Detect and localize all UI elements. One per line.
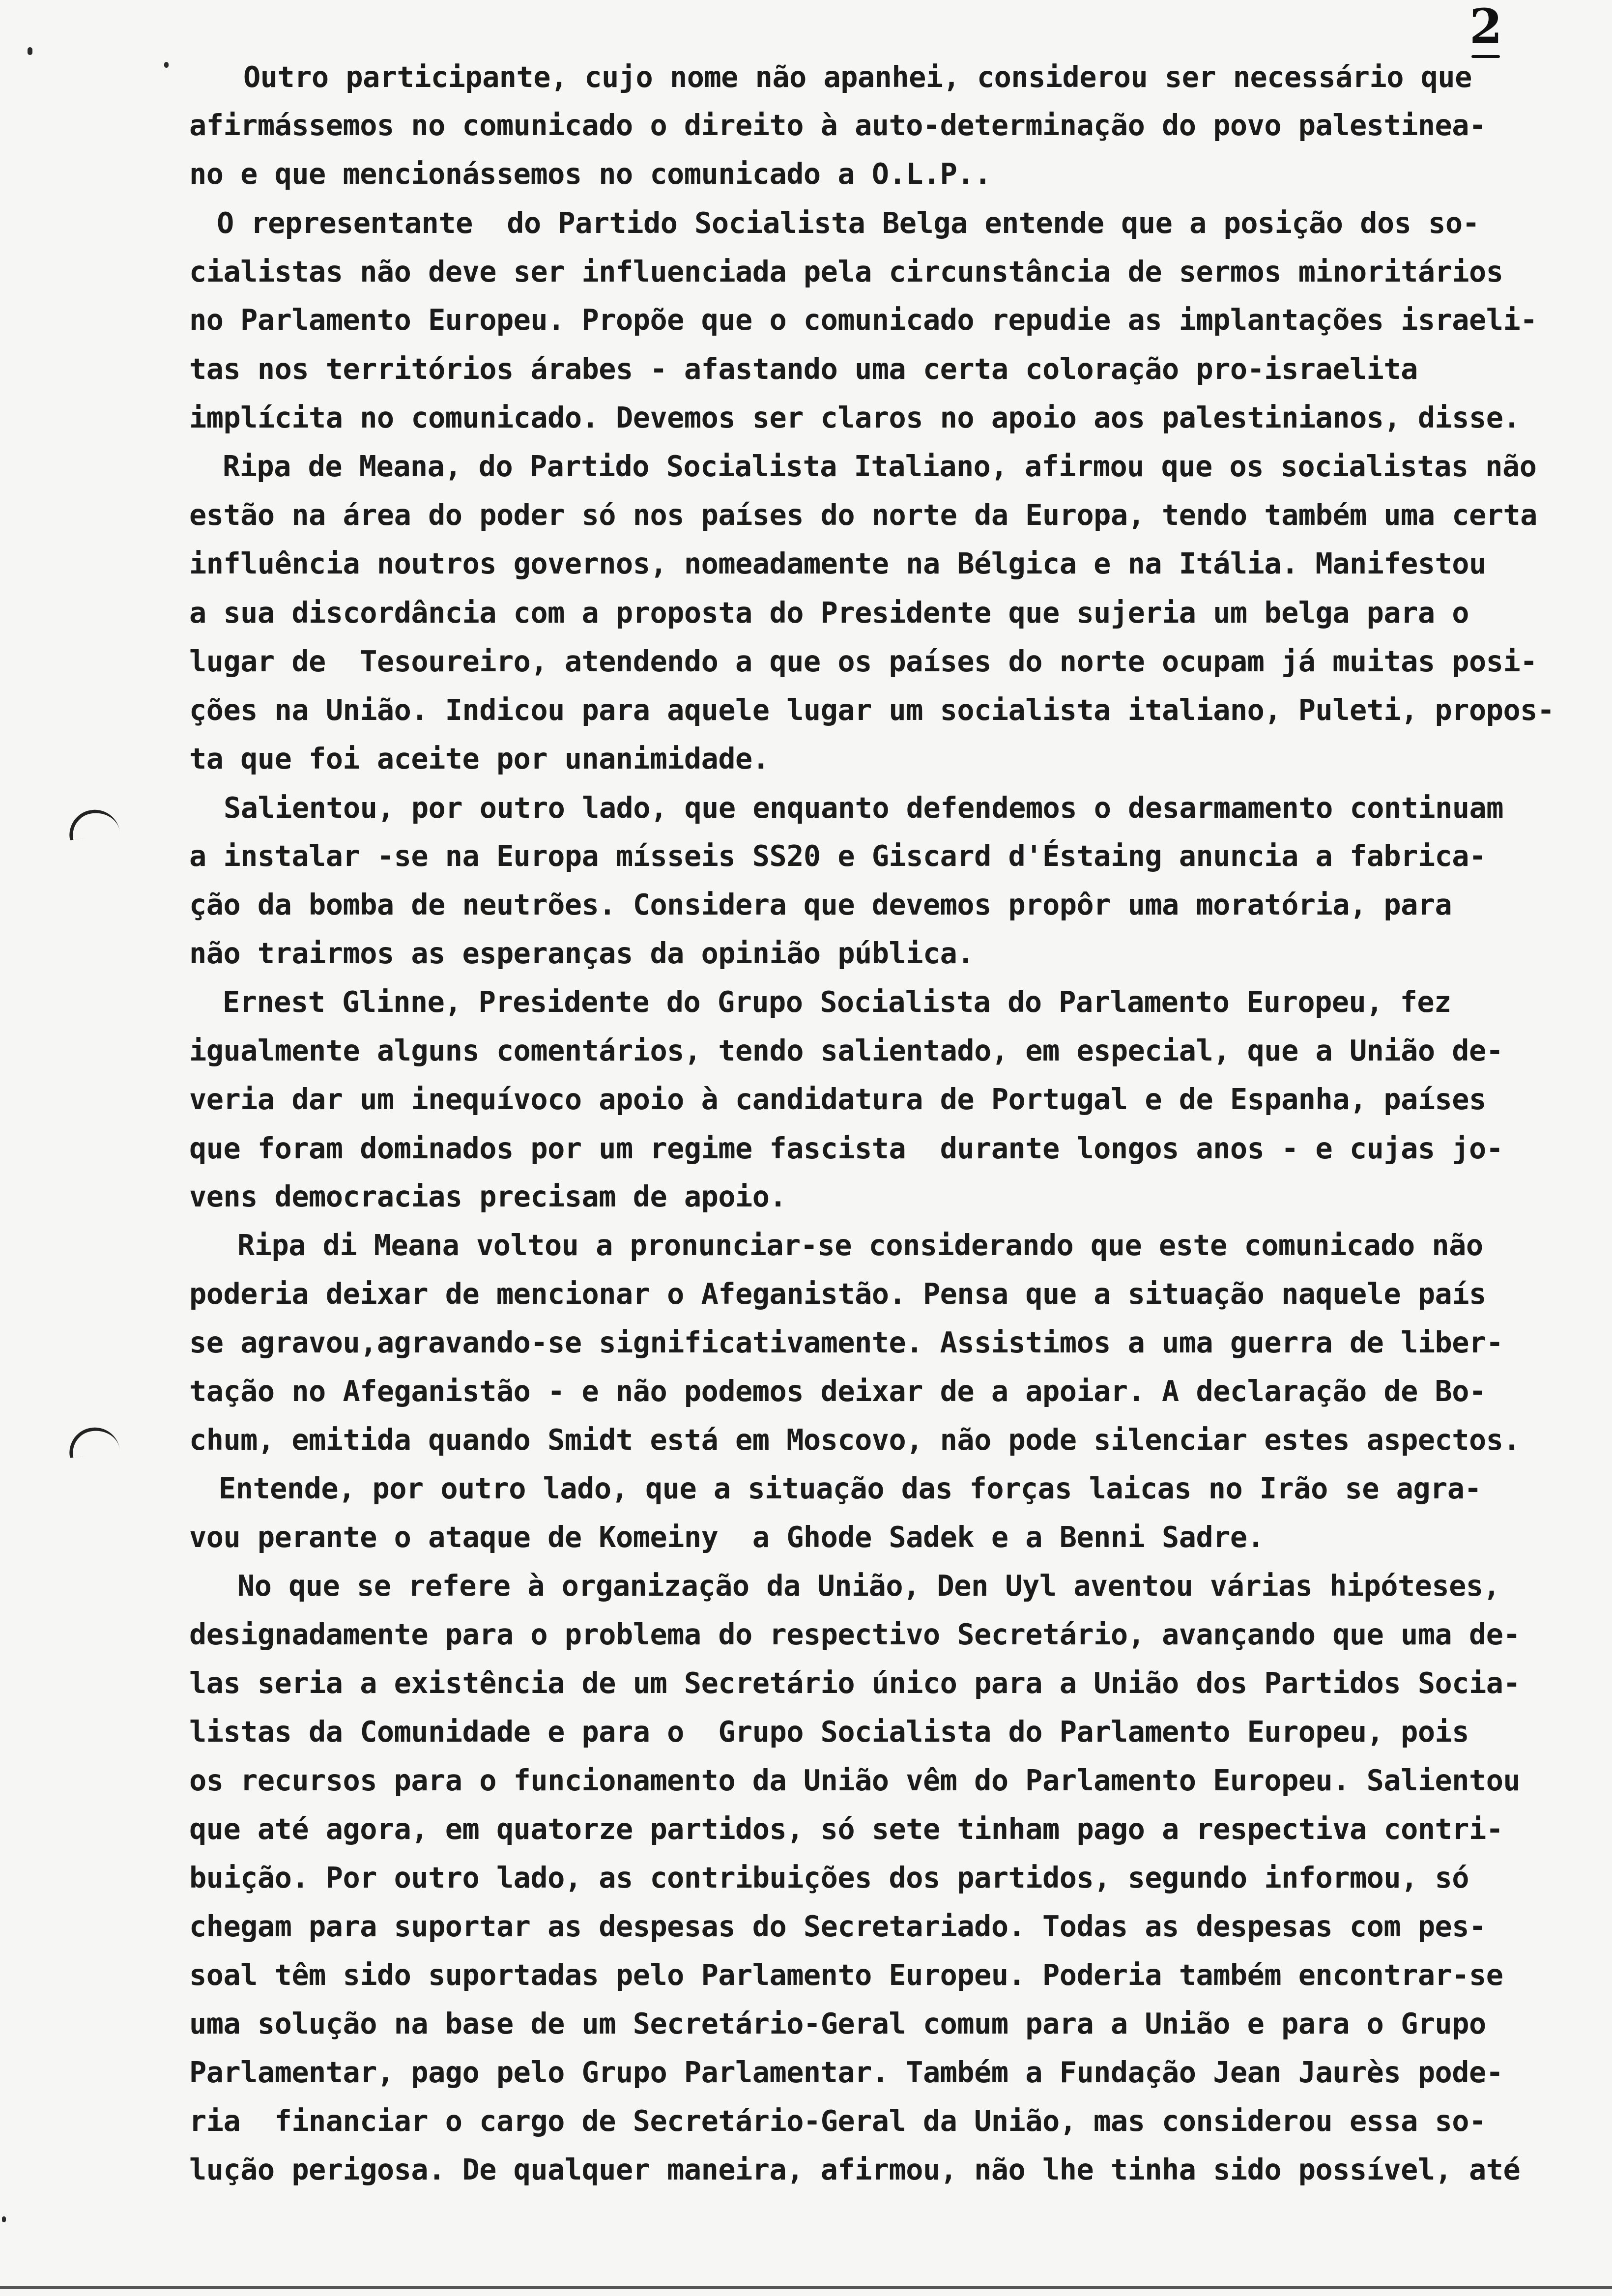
page-number-underline <box>1471 55 1500 58</box>
text-line: estão na área do poder só nos países do norte da Europa, tendo também uma certa <box>189 498 1537 532</box>
text-line: ção da bomba de neutrões. Considera que devemos propôr uma moratória, para <box>189 888 1452 921</box>
text-line: Salientou, por outro lado, que enquanto defendemos o desarmamento continuam <box>224 791 1503 825</box>
text-line: Parlamentar, pago pelo Grupo Parlamentar. Também a Fundação Jean Jaurès pode- <box>189 2056 1503 2089</box>
text-line: designadamente para o problema do respectivo Secretário, avançando que uma de- <box>189 1618 1521 1651</box>
text-line: cialistas não deve ser influenciada pela circunstância de sermos minoritários <box>189 255 1503 288</box>
text-line: soal têm sido suportadas pelo Parlamento Europeu. Poderia também encontrar-se <box>189 1958 1503 1992</box>
text-line: que até agora, em quatorze partidos, só sete tinham pago a respectiva contri- <box>189 1812 1503 1846</box>
text-line: tas nos territórios árabes - afastando uma certa coloração pro-israelita <box>189 352 1418 386</box>
text-line: a instalar -se na Europa mísseis SS20 e Giscard d'Éstaing anuncia a fabrica- <box>189 839 1486 873</box>
text-line: no Parlamento Europeu. Propõe que o comunicado repudie as implantações israeli- <box>189 303 1537 337</box>
page-number: 2 <box>1469 0 1502 54</box>
text-line: poderia deixar de mencionar o Afeganistão. Pensa que a situação naquele país <box>189 1277 1486 1311</box>
text-line: Ripa de Meana, do Partido Socialista Italiano, afirmou que os socialistas não <box>223 450 1537 483</box>
text-line: uma solução na base de um Secretário-Geral comum para a União e para o Grupo <box>189 2007 1486 2040</box>
text-line: Ripa di Meana voltou a pronunciar-se considerando que este comunicado não <box>237 1229 1483 1262</box>
text-line: tação no Afeganistão - e não podemos deixar de a apoiar. A declaração de Bo- <box>189 1375 1486 1408</box>
bottom-edge-line <box>0 2286 1612 2289</box>
text-line: Ernest Glinne, Presidente do Grupo Socialista do Parlamento Europeu, fez <box>223 985 1451 1019</box>
margin-dot <box>164 62 169 68</box>
margin-dot <box>2 2216 6 2222</box>
text-line: buição. Por outro lado, as contribuições dos partidos, segundo informou, só <box>189 1861 1469 1894</box>
text-line: lugar de Tesoureiro, atendendo a que os países do norte ocupam já muitas posi- <box>189 645 1537 678</box>
text-line: implícita no comunicado. Devemos ser claros no apoio aos palestinianos, disse. <box>189 401 1521 434</box>
text-line: Entende, por outro lado, que a situação das forças laicas no Irão se agra- <box>219 1472 1482 1505</box>
text-line: chegam para suportar as despesas do Secretariado. Todas as despesas com pes- <box>189 1910 1486 1943</box>
text-line: veria dar um inequívoco apoio à candidatura de Portugal e de Espanha, países <box>189 1083 1486 1116</box>
text-line: os recursos para o funcionamento da União vêm do Parlamento Europeu. Salientou <box>189 1764 1521 1797</box>
text-line: que foram dominados por um regime fascista durante longos anos - e cujas jo- <box>189 1132 1503 1165</box>
margin-dot <box>28 47 32 55</box>
text-line: ções na União. Indicou para aquele lugar um socialista italiano, Puleti, propos- <box>189 693 1554 727</box>
text-line: a sua discordância com a proposta do Presidente que sujeria um belga para o <box>189 596 1469 630</box>
text-line: vens democracias precisam de apoio. <box>189 1180 787 1213</box>
text-line: Outro participante, cujo nome não apanhei, considerou ser necessário que <box>243 60 1472 94</box>
text-line: afirmássemos no comunicado o direito à auto-determinação do povo palestinea- <box>189 109 1486 142</box>
punch-hole-mark <box>66 1424 120 1458</box>
text-line: lução perigosa. De qualquer maneira, afirmou, não lhe tinha sido possível, até <box>189 2153 1521 2186</box>
text-line: no e que mencionássemos no comunicado a O.L.P.. <box>189 157 991 191</box>
text-line: se agravou,agravando-se significativamente. Assistimos a uma guerra de liber- <box>189 1326 1503 1359</box>
text-line: listas da Comunidade e para o Grupo Socialista do Parlamento Europeu, pois <box>189 1715 1469 1749</box>
text-line: ria financiar o cargo de Secretário-Geral da União, mas considerou essa so- <box>189 2104 1486 2138</box>
text-line: No que se refere à organização da União, Den Uyl aventou várias hipóteses, <box>237 1569 1500 1603</box>
text-line: O representante do Partido Socialista Belga entende que a posição dos so- <box>217 206 1480 240</box>
text-line: ta que foi aceite por unanimidade. <box>189 742 770 775</box>
text-line: não trairmos as esperanças da opinião pública. <box>189 937 975 970</box>
text-line: vou perante o ataque de Komeiny a Ghode Sadek e a Benni Sadre. <box>189 1521 1265 1554</box>
punch-hole-mark <box>66 806 120 840</box>
text-line: chum, emitida quando Smidt está em Moscovo, não pode silenciar estes aspectos. <box>189 1423 1521 1457</box>
text-line: igualmente alguns comentários, tendo salientado, em especial, que a União de- <box>189 1034 1503 1067</box>
text-line: influência noutros governos, nomeadamente na Bélgica e na Itália. Manifestou <box>189 547 1486 580</box>
text-line: las seria a existência de um Secretário único para a União dos Partidos Socia- <box>189 1666 1521 1700</box>
